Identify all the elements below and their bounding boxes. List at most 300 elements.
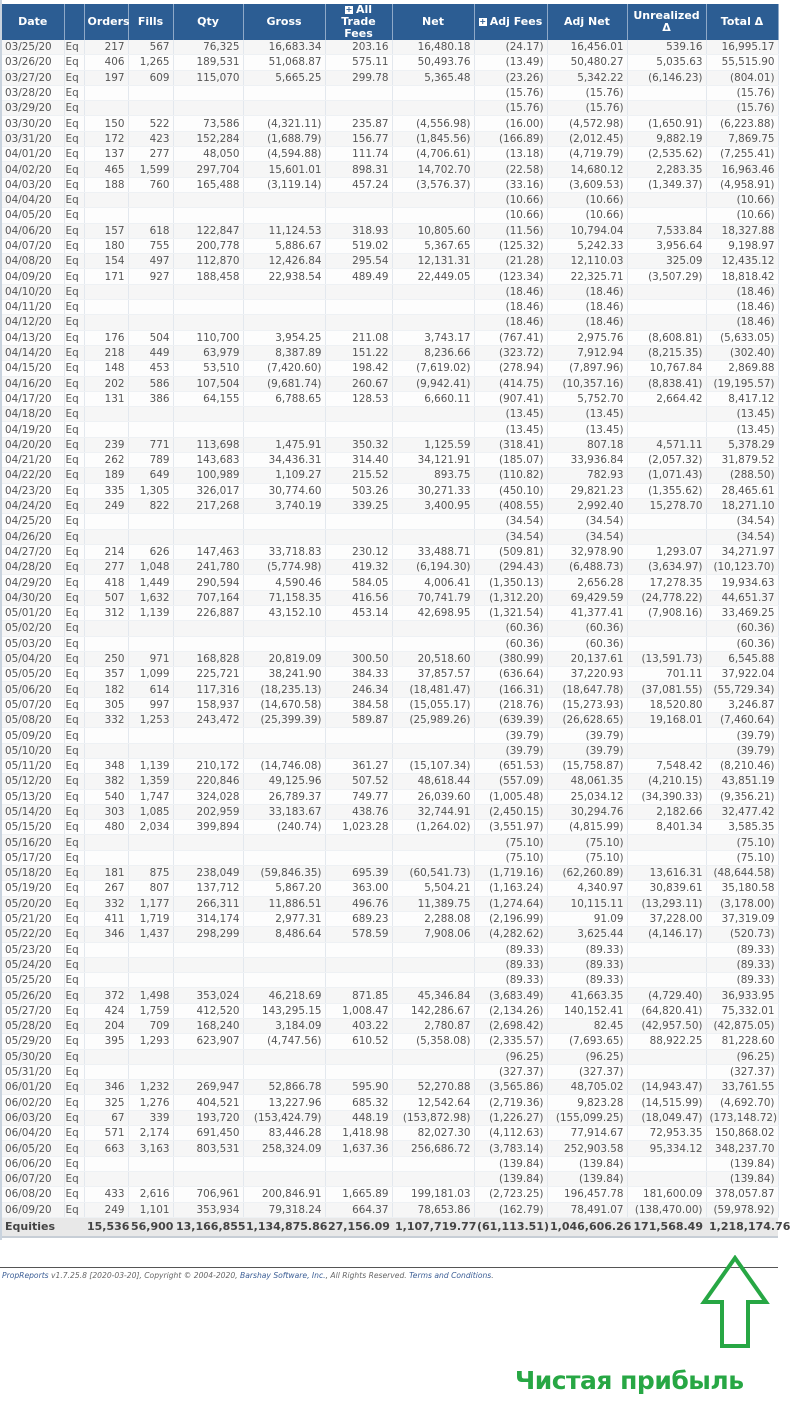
cell-net <box>392 1171 474 1186</box>
rights-text: , All Rights Reserved. <box>325 1271 410 1280</box>
cell-qty: 238,049 <box>173 866 243 881</box>
cell-net <box>392 957 474 972</box>
cell-adj_net: (139.84) <box>547 1156 627 1171</box>
cell-type: Eq <box>64 697 84 712</box>
cell-total: (13.45) <box>706 422 778 437</box>
cell-gross: 1,109.27 <box>243 468 325 483</box>
cell-total: 34,271.97 <box>706 544 778 559</box>
cell-fills: 423 <box>128 131 173 146</box>
column-header-orders[interactable] <box>84 4 128 40</box>
cell-adj_net: (18.46) <box>547 284 627 299</box>
cell-qty: 225,721 <box>173 667 243 682</box>
cell-fees <box>325 728 392 743</box>
cell-fills <box>128 208 173 223</box>
cell-date: 06/03/20 <box>2 1110 64 1125</box>
cell-type: Eq <box>64 973 84 988</box>
cell-fees: 496.76 <box>325 896 392 911</box>
cell-fills <box>128 1049 173 1064</box>
cell-fees <box>325 621 392 636</box>
cell-adj_net: 10,115.11 <box>547 896 627 911</box>
cell-date: 04/27/20 <box>2 544 64 559</box>
cell-unrealized: (64,820.41) <box>627 1003 706 1018</box>
cell-adj_net: (39.79) <box>547 728 627 743</box>
cell-net: 893.75 <box>392 468 474 483</box>
cell-qty <box>173 1049 243 1064</box>
table-row <box>2 437 778 452</box>
table-row <box>2 820 778 835</box>
cell-fills: 1,632 <box>128 590 173 605</box>
column-header-type[interactable] <box>64 4 84 40</box>
cell-fees: 1,008.47 <box>325 1003 392 1018</box>
column-header-adj_fees[interactable] <box>474 4 547 40</box>
cell-net <box>392 422 474 437</box>
cell-fills: 1,099 <box>128 667 173 682</box>
cell-total: 37,319.09 <box>706 911 778 926</box>
cell-net: 30,271.33 <box>392 483 474 498</box>
cell-date: 04/09/20 <box>2 269 64 284</box>
cell-qty <box>173 957 243 972</box>
cell-date: 04/13/20 <box>2 330 64 345</box>
cell-adj_fees: (123.34) <box>474 269 547 284</box>
cell-fees <box>325 315 392 330</box>
cell-gross <box>243 407 325 422</box>
cell-unrealized: (3,634.97) <box>627 560 706 575</box>
table-row <box>2 575 778 590</box>
cell-net: 48,618.44 <box>392 774 474 789</box>
cell-adj_fees: (1,163.24) <box>474 881 547 896</box>
cell-unrealized: (14,515.99) <box>627 1095 706 1110</box>
cell-date: 04/16/20 <box>2 376 64 391</box>
cell-net: (15,055.17) <box>392 697 474 712</box>
cell-adj_net: (10,357.16) <box>547 376 627 391</box>
cell-gross <box>243 208 325 223</box>
cell-date: 05/15/20 <box>2 820 64 835</box>
cell-unrealized: 7,533.84 <box>627 223 706 238</box>
cell-orders <box>84 529 128 544</box>
cell-adj_fees: (34.54) <box>474 529 547 544</box>
cell-unrealized: 72,953.35 <box>627 1126 706 1141</box>
cell-unrealized: (3,507.29) <box>627 269 706 284</box>
cell-fills <box>128 850 173 865</box>
company-link[interactable]: Barshay Software, Inc. <box>240 1271 326 1280</box>
totals-gross: 1,134,875.86 <box>243 1217 325 1237</box>
cell-adj_net: (18,647.78) <box>547 682 627 697</box>
cell-adj_fees: (89.33) <box>474 973 547 988</box>
cell-adj_fees: (278.94) <box>474 361 547 376</box>
cell-orders: 433 <box>84 1187 128 1202</box>
cell-type: Eq <box>64 544 84 559</box>
cell-date: 05/31/20 <box>2 1064 64 1079</box>
cell-adj_fees: (2,450.15) <box>474 804 547 819</box>
cell-date: 04/07/20 <box>2 238 64 253</box>
cell-gross: 6,788.65 <box>243 391 325 406</box>
cell-qty: 412,520 <box>173 1003 243 1018</box>
cell-gross: (4,321.11) <box>243 116 325 131</box>
cell-qty: 269,947 <box>173 1080 243 1095</box>
table-row <box>2 1202 778 1217</box>
cell-qty: 152,284 <box>173 131 243 146</box>
column-header-date[interactable] <box>2 4 64 40</box>
cell-net: 20,518.60 <box>392 651 474 666</box>
cell-qty: 143,683 <box>173 453 243 468</box>
propreports-link[interactable]: PropReports <box>2 1271 49 1280</box>
cell-gross: 11,886.51 <box>243 896 325 911</box>
cell-orders: 180 <box>84 238 128 253</box>
cell-total: 18,271.10 <box>706 498 778 513</box>
cell-qty <box>173 942 243 957</box>
table-header-row <box>2 4 778 40</box>
cell-gross <box>243 728 325 743</box>
cell-fills: 277 <box>128 147 173 162</box>
table-row <box>2 514 778 529</box>
annotation-caption: Чистая прибыль <box>515 1366 744 1395</box>
cell-qty: 63,979 <box>173 345 243 360</box>
cell-fees: 350.32 <box>325 437 392 452</box>
cell-qty: 110,700 <box>173 330 243 345</box>
cell-net: (7,619.02) <box>392 361 474 376</box>
cell-orders: 176 <box>84 330 128 345</box>
cell-total: (48,644.58) <box>706 866 778 881</box>
cell-total: (18.46) <box>706 284 778 299</box>
cell-qty <box>173 1064 243 1079</box>
cell-fills <box>128 1171 173 1186</box>
cell-gross <box>243 514 325 529</box>
cell-adj_fees: (75.10) <box>474 850 547 865</box>
cell-total: (3,178.00) <box>706 896 778 911</box>
cell-fees: 203.16 <box>325 40 392 55</box>
cell-type: Eq <box>64 866 84 881</box>
cell-adj_fees: (509.81) <box>474 544 547 559</box>
cell-date: 04/26/20 <box>2 529 64 544</box>
cell-date: 04/12/20 <box>2 315 64 330</box>
cell-date: 04/04/20 <box>2 192 64 207</box>
cell-unrealized: (138,470.00) <box>627 1202 706 1217</box>
cell-unrealized: (13,293.11) <box>627 896 706 911</box>
cell-fees: 260.67 <box>325 376 392 391</box>
cell-type: Eq <box>64 468 84 483</box>
cell-unrealized <box>627 514 706 529</box>
cell-net <box>392 835 474 850</box>
cell-type: Eq <box>64 453 84 468</box>
cell-gross: (5,774.98) <box>243 560 325 575</box>
column-header-total[interactable] <box>706 4 778 40</box>
cell-net: 34,121.91 <box>392 453 474 468</box>
cell-unrealized: 325.09 <box>627 254 706 269</box>
cell-adj_net: 2,656.28 <box>547 575 627 590</box>
cell-orders: 214 <box>84 544 128 559</box>
cell-fees: 589.87 <box>325 713 392 728</box>
cell-qty <box>173 315 243 330</box>
cell-type: Eq <box>64 1080 84 1095</box>
cell-unrealized: (37,081.55) <box>627 682 706 697</box>
column-header-label: Date <box>18 15 48 28</box>
totals-orders: 15,536 <box>84 1217 128 1237</box>
cell-qty <box>173 85 243 100</box>
cell-adj_fees: (907.41) <box>474 391 547 406</box>
cell-fills <box>128 636 173 651</box>
cell-net <box>392 1064 474 1079</box>
cell-fees: 584.05 <box>325 575 392 590</box>
cell-date: 04/21/20 <box>2 453 64 468</box>
cell-gross: (14,746.08) <box>243 758 325 773</box>
column-header-fees[interactable] <box>325 4 392 40</box>
cell-date: 04/17/20 <box>2 391 64 406</box>
cell-fees: 111.74 <box>325 147 392 162</box>
cell-adj_fees: (2,196.99) <box>474 911 547 926</box>
cell-orders: 249 <box>84 1202 128 1217</box>
cell-gross <box>243 743 325 758</box>
cell-unrealized: 5,035.63 <box>627 55 706 70</box>
cell-adj_fees: (10.66) <box>474 192 547 207</box>
up-arrow-icon <box>700 1255 770 1350</box>
cell-orders: 571 <box>84 1126 128 1141</box>
cell-fills: 339 <box>128 1110 173 1125</box>
cell-date: 04/24/20 <box>2 498 64 513</box>
cell-qty <box>173 101 243 116</box>
table-row <box>2 422 778 437</box>
expand-plus-icon[interactable]: + <box>345 5 353 14</box>
cell-adj_net: (10.66) <box>547 192 627 207</box>
cell-total: (139.84) <box>706 1156 778 1171</box>
cell-net: (6,194.30) <box>392 560 474 575</box>
cell-adj_fees: (75.10) <box>474 835 547 850</box>
cell-fills: 755 <box>128 238 173 253</box>
cell-total: (96.25) <box>706 1049 778 1064</box>
cell-orders <box>84 1156 128 1171</box>
report-table-container <box>2 3 791 1238</box>
table-row <box>2 728 778 743</box>
cell-gross: 71,158.35 <box>243 590 325 605</box>
cell-orders: 663 <box>84 1141 128 1156</box>
cell-unrealized: (42,957.50) <box>627 1019 706 1034</box>
cell-adj_fees: (34.54) <box>474 514 547 529</box>
cell-adj_fees: (60.36) <box>474 636 547 651</box>
cell-orders: 335 <box>84 483 128 498</box>
cell-adj_fees: (767.41) <box>474 330 547 345</box>
version-text: v1.7.25.8 [2020-03-20], Copyright © 2004-2020, <box>48 1271 240 1280</box>
cell-type: Eq <box>64 162 84 177</box>
cell-total: 55,515.90 <box>706 55 778 70</box>
cell-adj_fees: (218.76) <box>474 697 547 712</box>
cell-adj_net: 807.18 <box>547 437 627 452</box>
cell-qty: 623,907 <box>173 1034 243 1049</box>
table-row <box>2 942 778 957</box>
cell-type: Eq <box>64 1049 84 1064</box>
cell-gross: 3,184.09 <box>243 1019 325 1034</box>
table-row <box>2 1171 778 1186</box>
cell-gross: 12,426.84 <box>243 254 325 269</box>
cell-adj_net: 196,457.78 <box>547 1187 627 1202</box>
cell-gross: 2,977.31 <box>243 911 325 926</box>
cell-type: Eq <box>64 758 84 773</box>
terms-link[interactable]: Terms and Conditions <box>409 1271 492 1280</box>
cell-type: Eq <box>64 1156 84 1171</box>
cell-date: 03/30/20 <box>2 116 64 131</box>
cell-qty: 168,240 <box>173 1019 243 1034</box>
totals-unrealized: 171,568.49 <box>627 1217 706 1237</box>
cell-fees: 246.34 <box>325 682 392 697</box>
cell-adj_net: (4,815.99) <box>547 820 627 835</box>
cell-adj_net: (34.54) <box>547 529 627 544</box>
cell-orders <box>84 85 128 100</box>
cell-unrealized <box>627 728 706 743</box>
expand-plus-icon[interactable]: + <box>479 17 487 26</box>
table-row <box>2 774 778 789</box>
table-row <box>2 973 778 988</box>
cell-type: Eq <box>64 621 84 636</box>
cell-net: 3,743.17 <box>392 330 474 345</box>
cell-net: 6,660.11 <box>392 391 474 406</box>
cell-orders <box>84 728 128 743</box>
cell-fees: 871.85 <box>325 988 392 1003</box>
cell-orders: 188 <box>84 177 128 192</box>
table-row <box>2 927 778 942</box>
cell-adj_net: 82.45 <box>547 1019 627 1034</box>
cell-orders: 332 <box>84 896 128 911</box>
cell-type: Eq <box>64 238 84 253</box>
cell-total: (6,223.88) <box>706 116 778 131</box>
cell-orders: 250 <box>84 651 128 666</box>
cell-type: Eq <box>64 269 84 284</box>
table-row <box>2 560 778 575</box>
cell-fills: 789 <box>128 453 173 468</box>
cell-qty: 168,828 <box>173 651 243 666</box>
table-row <box>2 1187 778 1202</box>
cell-adj_fees: (23.26) <box>474 70 547 85</box>
cell-gross: (14,670.58) <box>243 697 325 712</box>
cell-type: Eq <box>64 636 84 651</box>
cell-type: Eq <box>64 911 84 926</box>
cell-date: 05/12/20 <box>2 774 64 789</box>
page-footer <box>2 1271 494 1280</box>
cell-fees: 507.52 <box>325 774 392 789</box>
cell-date: 05/20/20 <box>2 896 64 911</box>
table-body <box>2 40 778 1217</box>
column-header-gross[interactable] <box>243 4 325 40</box>
cell-date: 04/01/20 <box>2 147 64 162</box>
cell-fees: 438.76 <box>325 804 392 819</box>
column-header-label: Unrealized Δ <box>633 9 700 34</box>
cell-total: (4,692.70) <box>706 1095 778 1110</box>
cell-gross: 200,846.91 <box>243 1187 325 1202</box>
cell-orders <box>84 315 128 330</box>
cell-adj_net: (60.36) <box>547 621 627 636</box>
cell-gross <box>243 1156 325 1171</box>
cell-total: 3,246.87 <box>706 697 778 712</box>
cell-date: 05/19/20 <box>2 881 64 896</box>
cell-adj_net: 29,821.23 <box>547 483 627 498</box>
column-header-fills[interactable] <box>128 4 173 40</box>
cell-fills: 1,232 <box>128 1080 173 1095</box>
cell-gross: 5,665.25 <box>243 70 325 85</box>
cell-type: Eq <box>64 1003 84 1018</box>
cell-total: (55,729.34) <box>706 682 778 697</box>
cell-net: 22,449.05 <box>392 269 474 284</box>
cell-gross <box>243 1049 325 1064</box>
cell-type: Eq <box>64 804 84 819</box>
footer-divider <box>0 1267 778 1268</box>
cell-total: 43,851.19 <box>706 774 778 789</box>
cell-net: (3,576.37) <box>392 177 474 192</box>
cell-fills: 2,174 <box>128 1126 173 1141</box>
cell-qty <box>173 284 243 299</box>
cell-unrealized: 4,571.11 <box>627 437 706 452</box>
cell-date: 05/03/20 <box>2 636 64 651</box>
cell-fills <box>128 284 173 299</box>
cell-net: 16,480.18 <box>392 40 474 55</box>
cell-total: 31,879.52 <box>706 453 778 468</box>
cell-qty: 48,050 <box>173 147 243 162</box>
cell-adj_net: (4,572.98) <box>547 116 627 131</box>
cell-total: (13.45) <box>706 407 778 422</box>
cell-total: (4,958.91) <box>706 177 778 192</box>
cell-qty: 706,961 <box>173 1187 243 1202</box>
cell-net <box>392 728 474 743</box>
cell-orders: 332 <box>84 713 128 728</box>
cell-gross <box>243 315 325 330</box>
cell-date: 04/22/20 <box>2 468 64 483</box>
cell-fills: 1,265 <box>128 55 173 70</box>
cell-fees: 403.22 <box>325 1019 392 1034</box>
cell-adj_fees: (2,698.42) <box>474 1019 547 1034</box>
cell-type: Eq <box>64 1202 84 1217</box>
cell-fees <box>325 1156 392 1171</box>
column-header-unrealized[interactable] <box>627 4 706 40</box>
cell-adj_fees: (2,723.25) <box>474 1187 547 1202</box>
cell-orders: 150 <box>84 116 128 131</box>
cell-type: Eq <box>64 1095 84 1110</box>
cell-net <box>392 208 474 223</box>
cell-type: Eq <box>64 498 84 513</box>
cell-unrealized: 7,548.42 <box>627 758 706 773</box>
totals-adj-net: 1,046,606.26 <box>547 1217 627 1237</box>
totals-row <box>2 1217 778 1237</box>
cell-unrealized <box>627 192 706 207</box>
cell-total: 5,378.29 <box>706 437 778 452</box>
cell-type: Eq <box>64 70 84 85</box>
cell-unrealized: 10,767.84 <box>627 361 706 376</box>
cell-fills: 1,177 <box>128 896 173 911</box>
cell-unrealized <box>627 1064 706 1079</box>
cell-gross: 83,446.28 <box>243 1126 325 1141</box>
cell-date: 06/01/20 <box>2 1080 64 1095</box>
cell-type: Eq <box>64 881 84 896</box>
cell-fills <box>128 407 173 422</box>
cell-type: Eq <box>64 437 84 452</box>
cell-total: 33,469.25 <box>706 605 778 620</box>
cell-total: (8,210.46) <box>706 758 778 773</box>
cell-net: (4,706.61) <box>392 147 474 162</box>
cell-net: 37,857.57 <box>392 667 474 682</box>
column-header-net[interactable] <box>392 4 474 40</box>
table-row <box>2 284 778 299</box>
column-header-label: Net <box>422 15 444 28</box>
cell-fills <box>128 101 173 116</box>
cell-date: 03/26/20 <box>2 55 64 70</box>
cell-adj_fees: (15.76) <box>474 85 547 100</box>
cell-net: 10,805.60 <box>392 223 474 238</box>
cell-adj_net: 252,903.58 <box>547 1141 627 1156</box>
cell-orders: 312 <box>84 605 128 620</box>
cell-adj_fees: (15.76) <box>474 101 547 116</box>
cell-adj_fees: (166.31) <box>474 682 547 697</box>
column-header-adj_net[interactable] <box>547 4 627 40</box>
cell-fees <box>325 835 392 850</box>
table-row <box>2 1126 778 1141</box>
column-header-qty[interactable] <box>173 4 243 40</box>
cell-fills: 626 <box>128 544 173 559</box>
cell-net <box>392 514 474 529</box>
